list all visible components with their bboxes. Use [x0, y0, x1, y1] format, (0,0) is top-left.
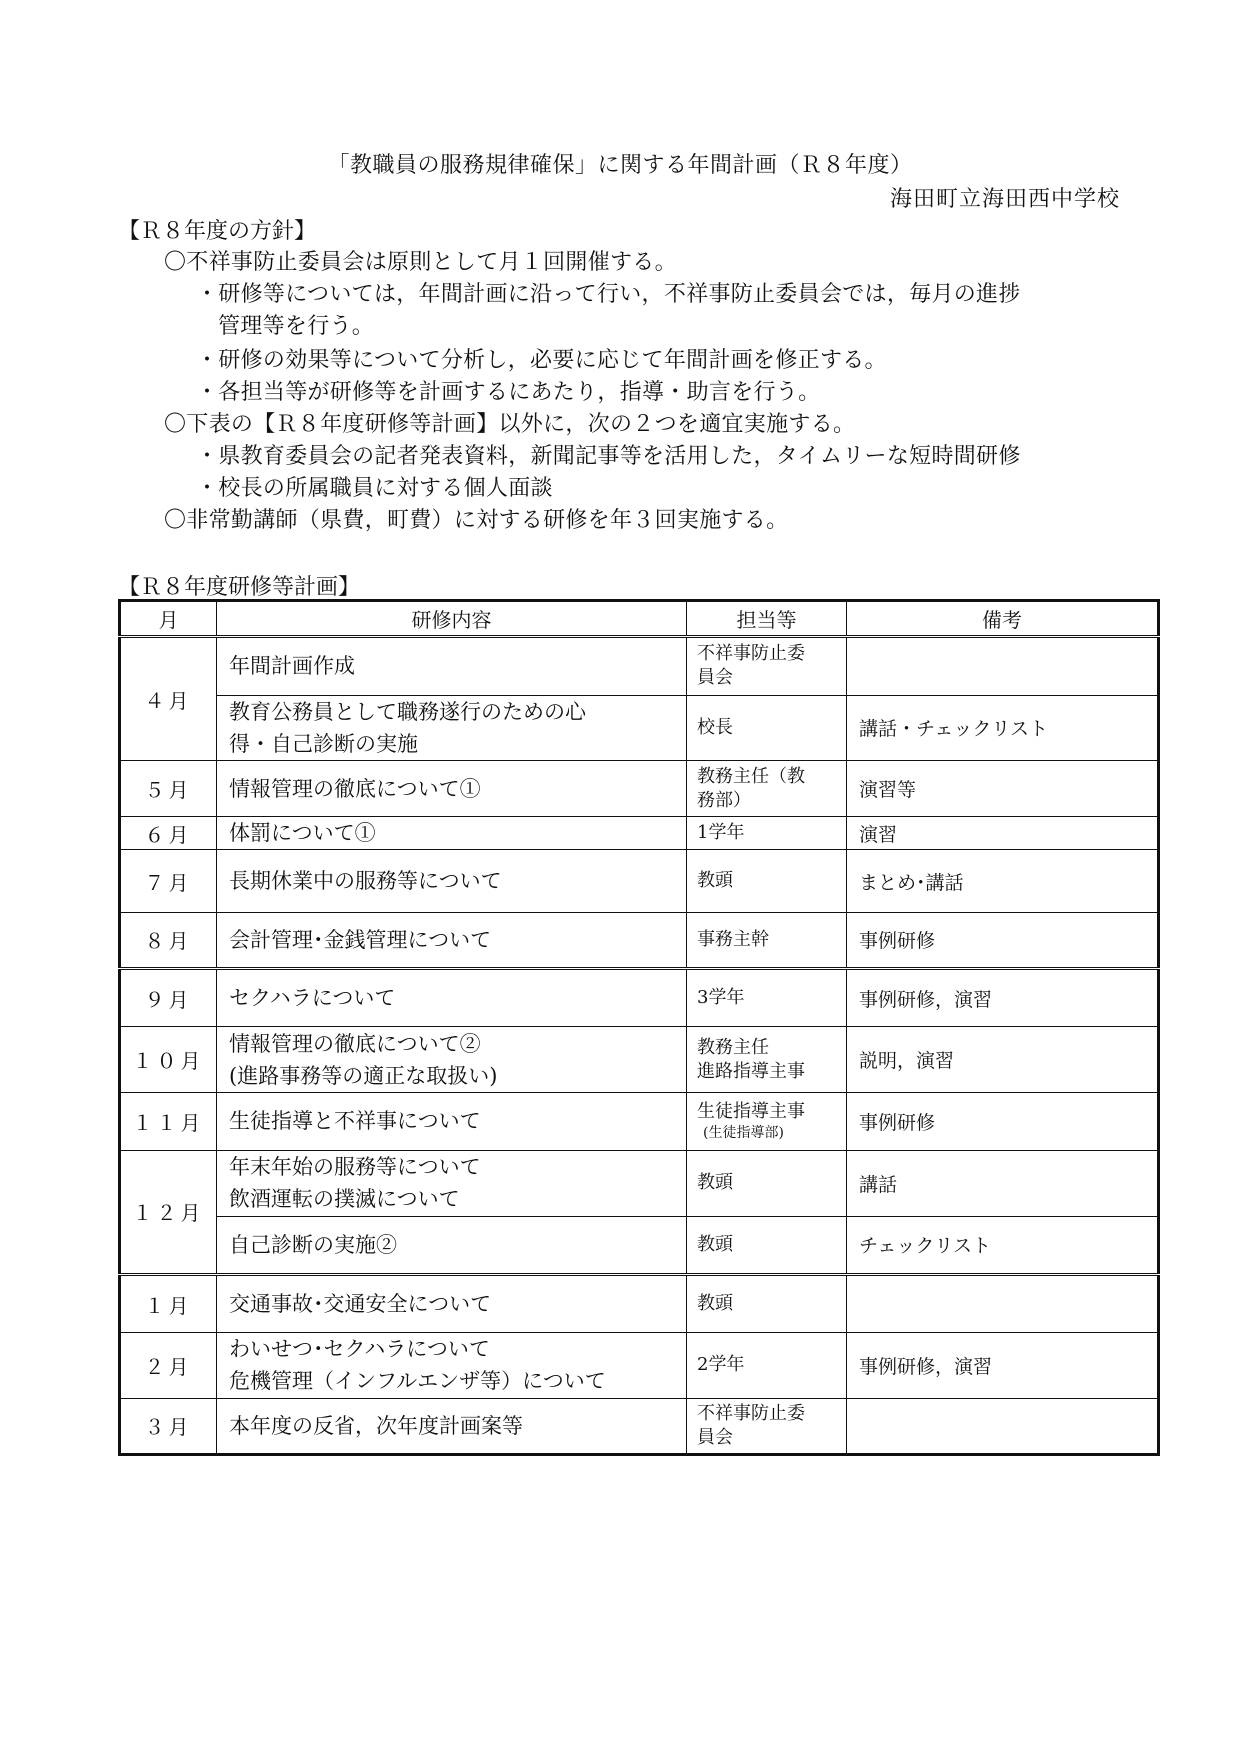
policy-line: ・県教育委員会の記者発表資料，新聞記事等を活用した，タイムリーな短時間研修 — [196, 444, 1021, 469]
policy-line: ・研修の効果等について分析し，必要に応じて年間計画を修正する。 — [196, 348, 887, 373]
policy-line: 管理等を行う。 — [218, 314, 375, 339]
month-cell: ５月 — [120, 760, 217, 816]
document-title: 「教職員の服務規律確保」に関する年間計画（Ｒ８年度） — [327, 153, 913, 178]
content-cell: 年末年始の服務等について 飲酒運転の撲滅について — [217, 1151, 687, 1216]
table-row — [120, 695, 1159, 760]
note-cell: 講話 — [847, 1151, 1159, 1216]
responsible-cell: 教務主任 進路指導主事 — [687, 1027, 847, 1092]
responsible-cell: 教頭 — [687, 1151, 847, 1216]
note-cell: まとめ･講話 — [847, 850, 1159, 912]
table-row — [120, 1274, 1159, 1332]
content-cell: 教育公務員として職務遂行のための心 得・自己診断の実施 — [217, 695, 687, 760]
responsible-cell: 生徒指導主事 (生徒指導部) — [687, 1092, 847, 1150]
note-cell: 演習等 — [847, 760, 1159, 816]
training-plan-table — [118, 599, 1160, 1456]
note-cell: チェックリスト — [847, 1216, 1159, 1274]
month-cell: ９月 — [120, 969, 217, 1027]
note-cell: 事例研修 — [847, 1092, 1159, 1150]
school-name: 海田町立海田西中学校 — [889, 187, 1120, 212]
month-cell: ６月 — [120, 817, 217, 850]
month-cell: ３月 — [120, 1398, 217, 1454]
table-row — [120, 760, 1159, 816]
table-row — [120, 817, 1159, 850]
content-cell: 年間計画作成 — [217, 637, 687, 695]
table-row — [120, 1216, 1159, 1274]
content-cell: 本年度の反省，次年度計画案等 — [217, 1398, 687, 1454]
content-cell: 生徒指導と不祥事について — [217, 1092, 687, 1150]
note-cell — [847, 1274, 1159, 1332]
month-cell: １１月 — [120, 1092, 217, 1150]
month-cell: ８月 — [120, 912, 217, 968]
month-cell: １０月 — [120, 1027, 217, 1092]
column-header-responsible: 担当等 — [687, 601, 847, 637]
table-row — [120, 1398, 1159, 1454]
table-row — [120, 850, 1159, 912]
table-row — [120, 1151, 1159, 1216]
responsible-cell: 教頭 — [687, 1274, 847, 1332]
responsible-subnote: (生徒指導部) — [703, 1125, 784, 1142]
note-cell: 事例研修，演習 — [847, 969, 1159, 1027]
note-cell: 事例研修，演習 — [847, 1333, 1159, 1398]
column-header-month: 月 — [120, 601, 217, 637]
month-cell: ７月 — [120, 850, 217, 912]
policy-heading: 【Ｒ８年度の方針】 — [118, 219, 317, 244]
note-cell — [847, 637, 1159, 695]
content-cell: 交通事故･交通安全について — [217, 1274, 687, 1332]
note-cell: 事例研修 — [847, 912, 1159, 968]
content-cell: 長期休業中の服務等について — [217, 850, 687, 912]
table-row — [120, 969, 1159, 1027]
column-header-content: 研修内容 — [217, 601, 687, 637]
responsible-cell: 不祥事防止委 員会 — [687, 1398, 847, 1454]
responsible-cell: 教頭 — [687, 1216, 847, 1274]
content-cell: 体罰について① — [217, 817, 687, 850]
policy-line: 〇不祥事防止委員会は原則として月１回開催する。 — [164, 250, 677, 275]
content-cell: わいせつ･セクハラについて 危機管理（インフルエンザ等）について — [217, 1333, 687, 1398]
table-header-row — [120, 601, 1159, 637]
table-row — [120, 1092, 1159, 1150]
responsible-cell: 校長 — [687, 695, 847, 760]
plan-heading: 【Ｒ８年度研修等計画】 — [118, 575, 361, 600]
table-row — [120, 1027, 1159, 1092]
content-cell: セクハラについて — [217, 969, 687, 1027]
month-cell: １２月 — [120, 1151, 217, 1275]
content-cell: 情報管理の徹底について① — [217, 760, 687, 816]
month-cell: １月 — [120, 1274, 217, 1332]
note-cell — [847, 1398, 1159, 1454]
policy-line: ・各担当等が研修等を計画するにあたり，指導・助言を行う。 — [196, 380, 821, 405]
responsible-cell: 3学年 — [687, 969, 847, 1027]
table-row — [120, 912, 1159, 968]
responsible-cell: 1学年 — [687, 817, 847, 850]
month-cell: ４月 — [120, 637, 217, 761]
policy-line: 〇非常勤講師（県費，町費）に対する研修を年３回実施する。 — [164, 508, 789, 533]
table-row — [120, 1333, 1159, 1398]
content-cell: 情報管理の徹底について② (進路事務等の適正な取扱い) — [217, 1027, 687, 1092]
responsible-cell: 教頭 — [687, 850, 847, 912]
content-cell: 会計管理･金銭管理について — [217, 912, 687, 968]
responsible-cell: 事務主幹 — [687, 912, 847, 968]
table-row — [120, 637, 1159, 695]
content-cell: 自己診断の実施② — [217, 1216, 687, 1274]
responsible-cell: 2学年 — [687, 1333, 847, 1398]
responsible-cell: 教務主任（教 務部） — [687, 760, 847, 816]
column-header-notes: 備考 — [847, 601, 1159, 637]
note-cell: 講話・チェックリスト — [847, 695, 1159, 760]
note-cell: 演習 — [847, 817, 1159, 850]
month-cell: ２月 — [120, 1333, 217, 1398]
responsible-cell: 不祥事防止委 員会 — [687, 637, 847, 695]
policy-line: ・研修等については，年間計画に沿って行い，不祥事防止委員会では，毎月の進捗 — [196, 282, 1021, 307]
policy-line: 〇下表の【Ｒ８年度研修等計画】以外に，次の２つを適宜実施する。 — [164, 412, 856, 437]
policy-line: ・校長の所属職員に対する個人面談 — [196, 476, 553, 501]
note-cell: 説明，演習 — [847, 1027, 1159, 1092]
